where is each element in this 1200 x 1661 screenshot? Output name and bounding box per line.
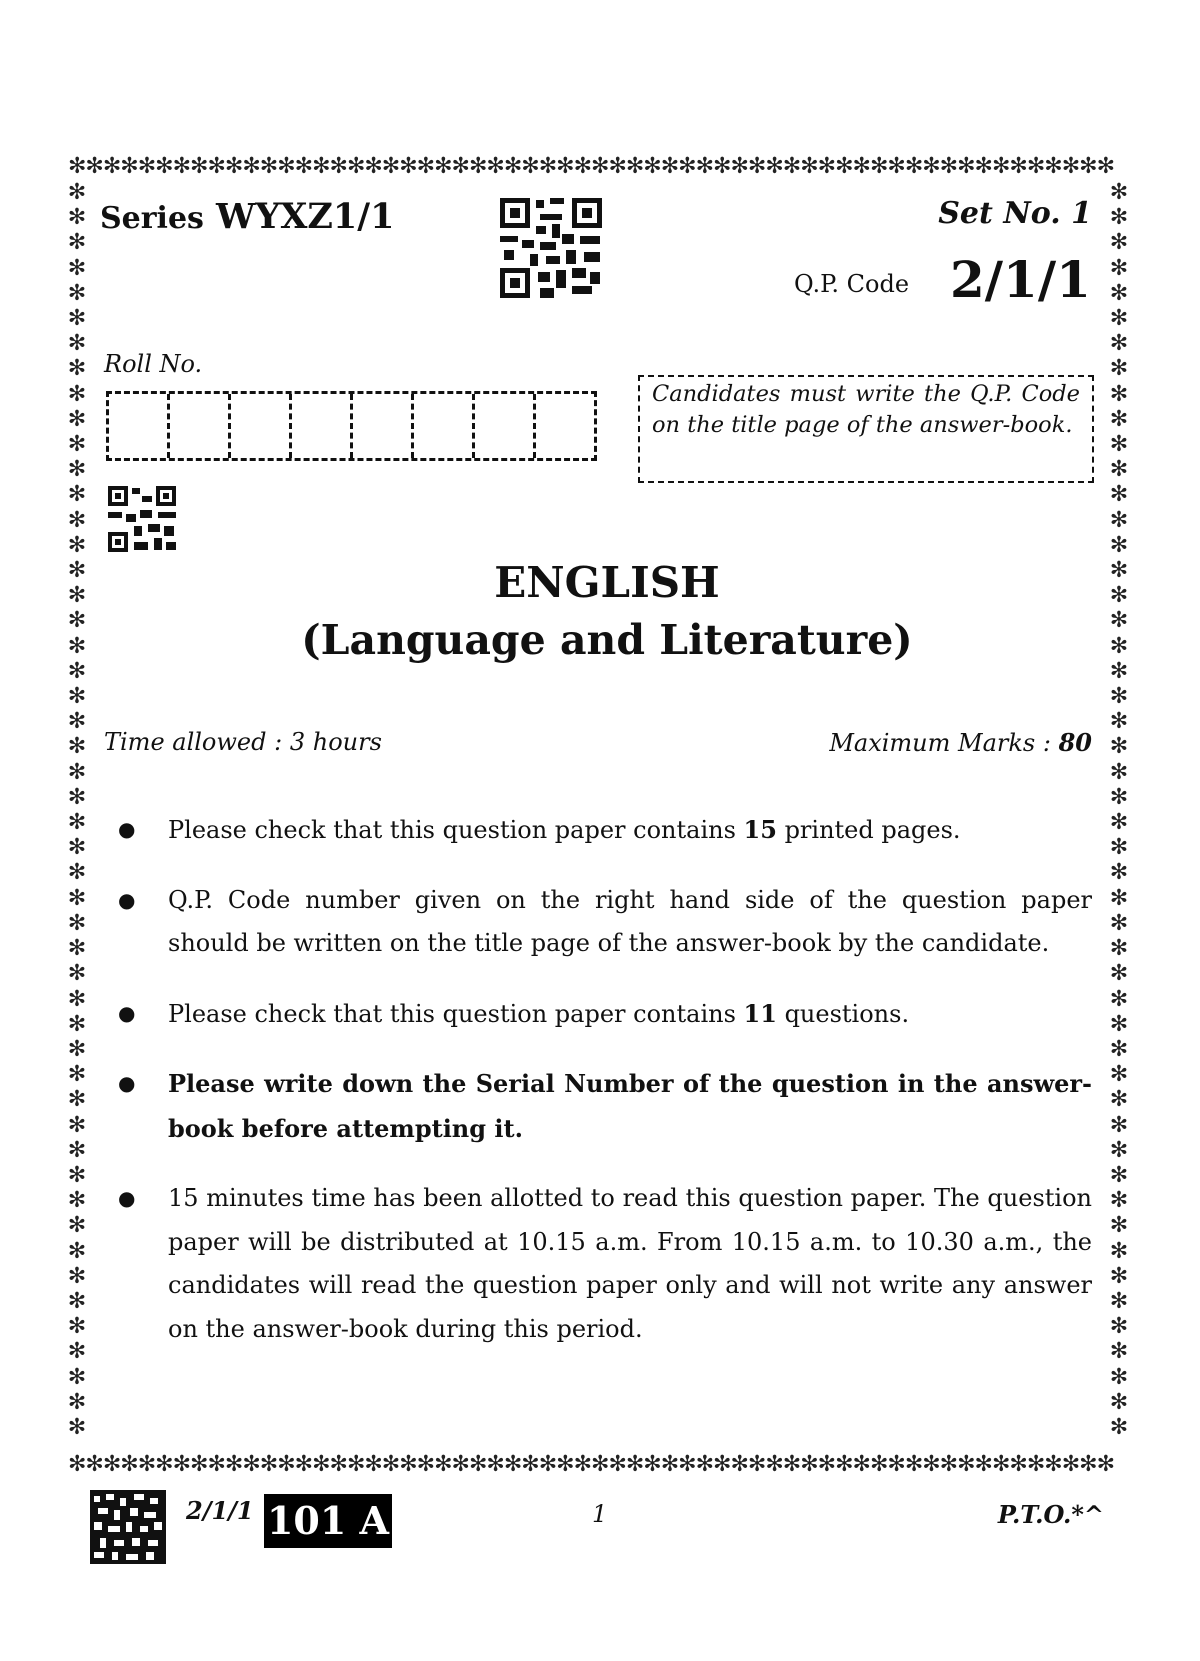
bullet-icon: ●: [118, 887, 136, 912]
small-qr-code-icon: [108, 486, 176, 552]
series-label: [100, 196, 394, 237]
instruction-text: questions.: [776, 999, 910, 1028]
roll-no-label: Roll No.: [104, 350, 203, 378]
bullet-icon: ●: [118, 1186, 136, 1210]
question-count: 11: [743, 998, 777, 1028]
bullet-icon: ●: [118, 1071, 136, 1095]
instruction-item: [118, 992, 1092, 1037]
footer-qp-code: 2/1/1: [186, 1496, 254, 1525]
time-allowed: Time allowed : 3 hours: [104, 728, 382, 756]
qr-code-icon: [500, 198, 602, 298]
roll-digit-box: [170, 394, 231, 458]
roll-digit-box: [353, 394, 414, 458]
barcode-icon: [90, 1490, 166, 1564]
instruction-item: [118, 879, 1092, 966]
bullet-icon: ●: [118, 817, 136, 841]
instruction-text: printed pages.: [776, 816, 961, 844]
instructions-list: [118, 808, 1092, 1377]
roll-digit-box: [414, 394, 475, 458]
subject-title: ENGLISH: [494, 558, 720, 607]
maximum-marks: [829, 728, 1092, 757]
instruction-text: Please write down the Serial Number of the question in the answer-book before attempting it.: [168, 1069, 1092, 1143]
set-number: Set No. 1: [938, 196, 1092, 231]
instruction-item: [118, 1177, 1092, 1351]
instruction-text: Please check that this question paper contains: [168, 816, 744, 844]
bullet-icon: ●: [118, 1000, 136, 1025]
roll-digit-box: [475, 394, 536, 458]
instruction-text: Q.P. Code number given on the right hand side of the question paper should be written on the title page of the answer-book by the candidate.: [168, 885, 1092, 957]
qp-code-value: 2/1/1: [950, 250, 1091, 309]
qp-code-label: Q.P. Code: [794, 270, 910, 298]
maximum-marks-value: 80: [1058, 728, 1092, 757]
subject-subtitle: (Language and Literature): [301, 616, 913, 664]
bottom-star-border: ✻✻✻✻✻✻✻✻✻✻✻✻✻✻✻✻✻✻✻✻✻✻✻✻✻✻✻✻✻✻✻✻✻✻✻✻✻✻✻✻✻✻✻✻✻✻✻✻✻✻✻✻✻✻✻✻✻✻✻✻: [68, 1452, 1115, 1477]
qp-code-note: Candidates must write the Q.P. Code on the title page of the answer-book.: [638, 375, 1094, 483]
pto-label: P.T.O.*^: [997, 1500, 1104, 1529]
instruction-text: 15 minutes time has been allotted to read this question paper. The question paper will be distributed at 10.15 a.m. From 10.15 a.m. to 10.30 a.m., the candidates will read the question paper only and will not write any answer on the answer-book during this period.: [168, 1184, 1092, 1343]
series-code: WYXZ1/1: [215, 196, 395, 237]
roll-digit-box: [109, 394, 170, 458]
roll-no-boxes: [106, 391, 597, 461]
roll-digit-box: [536, 394, 594, 458]
instruction-item: [118, 808, 1092, 853]
instruction-item: [118, 1062, 1092, 1151]
right-star-border: ✻ ✻ ✻ ✻ ✻ ✻ ✻ ✻ ✻ ✻ ✻ ✻ ✻ ✻ ✻ ✻ ✻ ✻ ✻ ✻ ✻ ✻ ✻ ✻ ✻ ✻ ✻ ✻ ✻ ✻ ✻ ✻ ✻ ✻ ✻ ✻ ✻ ✻ ✻ ✻ ✻ ✻ ✻ ✻ ✻ ✻ ✻ ✻ ✻ ✻: [1109, 180, 1129, 1440]
instruction-text: Please check that this question paper contains: [168, 999, 744, 1028]
roll-digit-box: [292, 394, 353, 458]
top-star-border: ✻✻✻✻✻✻✻✻✻✻✻✻✻✻✻✻✻✻✻✻✻✻✻✻✻✻✻✻✻✻✻✻✻✻✻✻✻✻✻✻✻✻✻✻✻✻✻✻✻✻✻✻✻✻✻✻✻✻✻✻: [68, 154, 1115, 179]
page-count: 15: [743, 815, 777, 844]
maximum-marks-label: Maximum Marks :: [829, 729, 1059, 757]
left-star-border: ✻ ✻ ✻ ✻ ✻ ✻ ✻ ✻ ✻ ✻ ✻ ✻ ✻ ✻ ✻ ✻ ✻ ✻ ✻ ✻ ✻ ✻ ✻ ✻ ✻ ✻ ✻ ✻ ✻ ✻ ✻ ✻ ✻ ✻ ✻ ✻ ✻ ✻ ✻ ✻ ✻ ✻ ✻ ✻ ✻ ✻ ✻ ✻ ✻ ✻: [67, 180, 87, 1440]
roll-digit-box: [231, 394, 292, 458]
page-number: 1: [592, 1500, 608, 1528]
series-label-text: Series: [100, 201, 204, 236]
paper-code-badge: 101 A: [264, 1494, 392, 1548]
